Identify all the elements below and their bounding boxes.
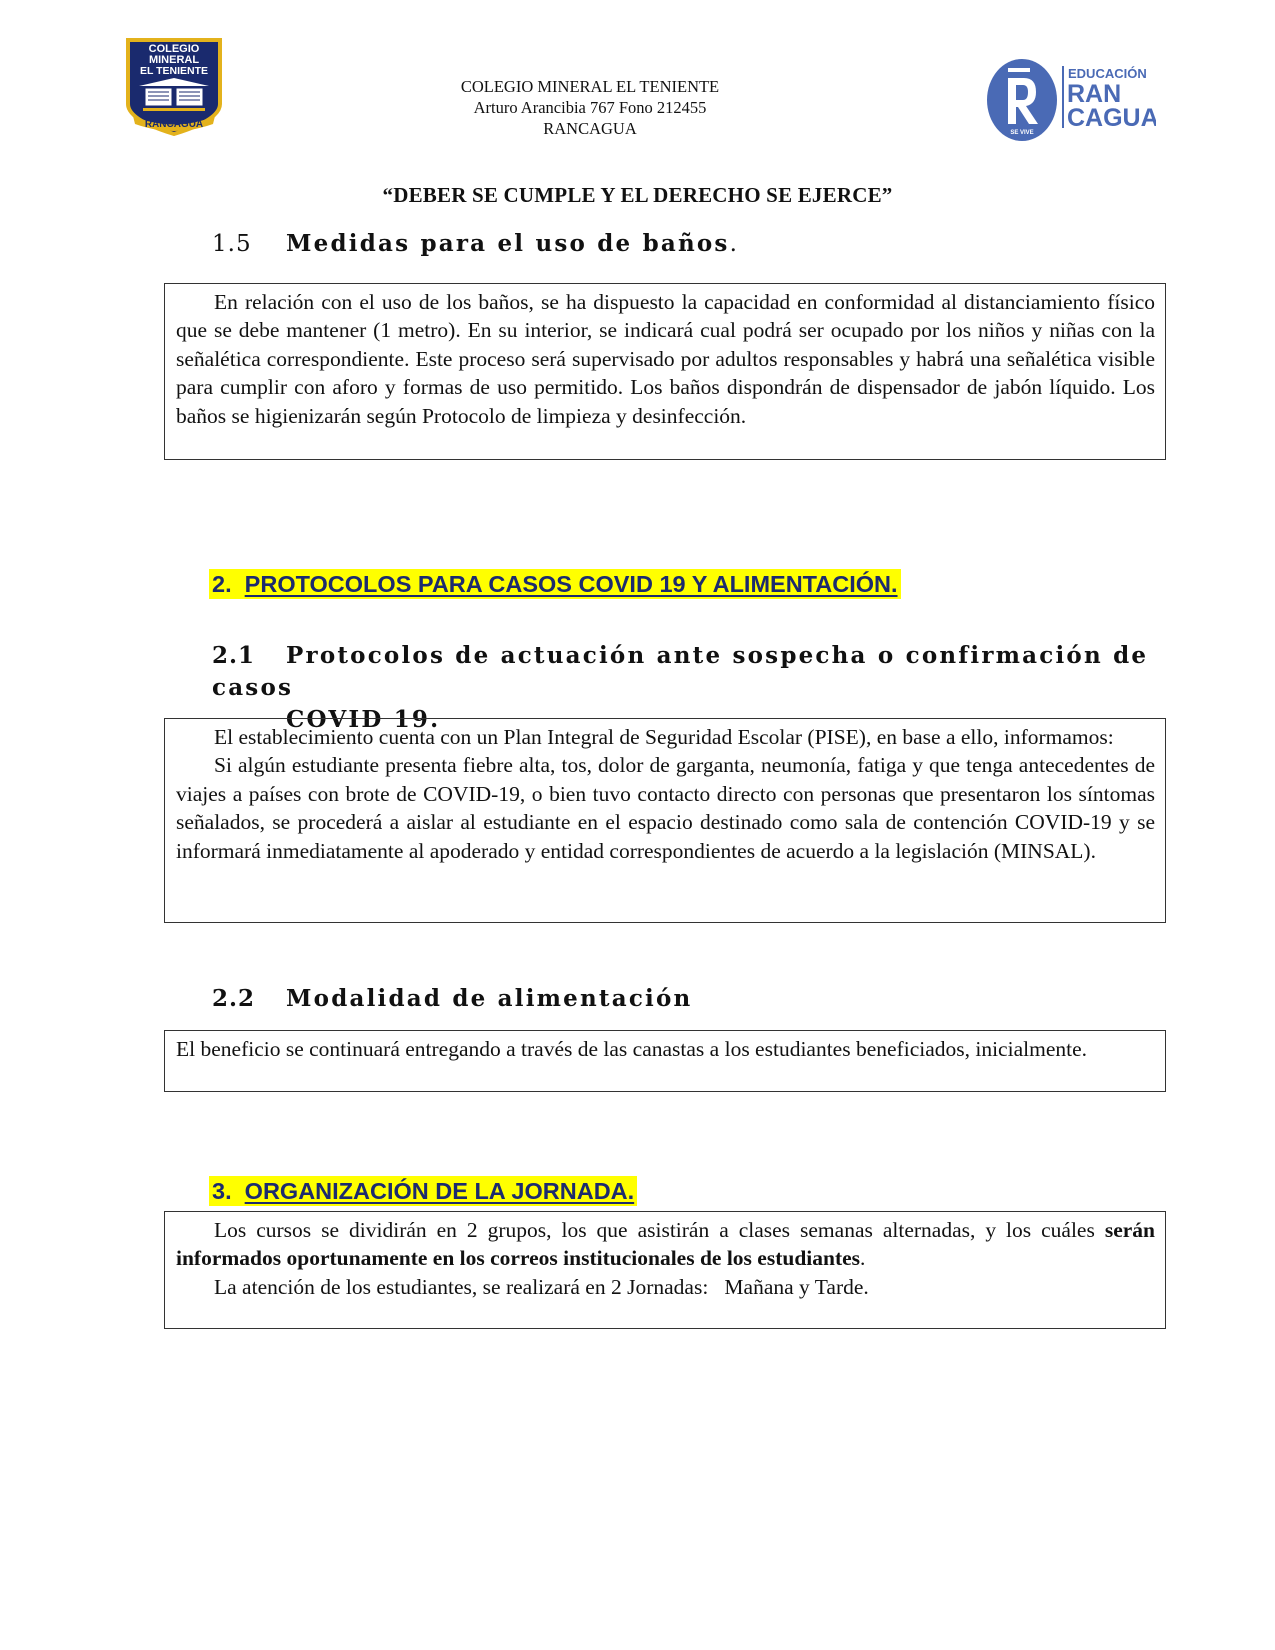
section-title-line2: COVID 19. bbox=[286, 706, 441, 733]
section-number: 3. bbox=[212, 1178, 232, 1204]
section-title: ORGANIZACIÓN DE LA JORNADA. bbox=[244, 1178, 635, 1204]
logo-cagua-text: CAGUA bbox=[1067, 104, 1156, 132]
section-1-5-heading bbox=[212, 228, 739, 260]
logo-tagline: SE VIVE bbox=[1010, 130, 1034, 136]
section-number: 1.5 bbox=[212, 231, 252, 257]
section-title-line1: Protocolos de actuación ante sospecha o confirmación de casos bbox=[212, 642, 1149, 701]
section-1-5-text: En relación con el uso de los baños, se ha dispuesto la capacidad en conformidad al distanciamiento físico que se debe mantener (1 metro). En su interior, se indicará cual podrá ser ocupado por los niños y niñas con la señalética correspondiente. Este proceso será supervisado por adultos responsables y habrá una señalética visible para cumplir con aforo y formas de uso permitido. Los baños dispondrán de dispensador de jabón líquido. Los baños se higienizarán según Protocolo de limpieza y desinfección. bbox=[176, 290, 1155, 428]
logo-ran-text: RAN bbox=[1067, 80, 1122, 108]
logo-text-3: EL TENIENTE bbox=[139, 65, 209, 77]
section-3-para1-end: . bbox=[860, 1246, 866, 1271]
section-2-2-text: El beneficio se continuará entregando a través de las canastas a los estudiantes beneficiados, inicialmente. bbox=[176, 1037, 1087, 1061]
section-2-heading bbox=[209, 571, 901, 598]
section-1-5-box bbox=[164, 283, 1166, 460]
section-2-highlight bbox=[209, 569, 901, 599]
section-2-1-box bbox=[164, 718, 1166, 923]
school-logo bbox=[125, 38, 223, 136]
motto: “DEBER SE CUMPLE Y EL DERECHO SE EJERCE” bbox=[382, 183, 893, 207]
section-2-2-box bbox=[164, 1030, 1166, 1092]
section-3-highlight bbox=[209, 1176, 637, 1206]
section-2-2-heading bbox=[212, 983, 692, 1015]
section-3-para1-bold: serán informados oportunamente en los correos institucionales de los estudiantes bbox=[176, 1218, 1155, 1271]
school-address: Arturo Arancibia 767 Fono 212455 bbox=[473, 98, 707, 117]
letterhead bbox=[400, 76, 780, 139]
section-3-para2: La atención de los estudiantes, se realizará en 2 Jornadas: Mañana y Tarde. bbox=[214, 1274, 869, 1299]
logo-text-1: COLEGIO bbox=[148, 43, 200, 55]
section-title: Modalidad de alimentación bbox=[286, 985, 693, 1012]
education-rancagua-logo bbox=[986, 58, 1156, 146]
section-3-para1-start: Los cursos se dividirán en 2 grupos, los que asistirán a clases semanas alternadas, y los cuáles bbox=[214, 1218, 1105, 1242]
section-3-para1 bbox=[176, 1216, 1155, 1273]
section-2-1-para1: El establecimiento cuenta con un Plan Integral de Seguridad Escolar (PISE), en base a ello, informamos: bbox=[214, 725, 1114, 749]
logo-edu-text: EDUCACIÓN bbox=[1068, 66, 1147, 81]
section-3-heading bbox=[209, 1178, 637, 1205]
section-2-1-para2: Si algún estudiante presenta fiebre alta, tos, dolor de garganta, neumonía, fatiga y que tenga antecedentes de viajes a países con brote de COVID-19, o bien tuvo contacto directo con personas que presentaron los síntomas señalados, se procederá a aislar al estudiante en el espacio destinado como sala de contención COVID-19 y se informará inmediatamente al apoderado y entidad correspondientes de acuerdo a la legislación (MINSAL). bbox=[176, 753, 1155, 863]
section-number: 2. bbox=[212, 571, 232, 597]
section-number: 2.1 bbox=[212, 642, 256, 669]
section-title-end: . bbox=[729, 231, 740, 257]
section-title: PROTOCOLOS PARA CASOS COVID 19 Y ALIMENTACIÓN. bbox=[244, 571, 898, 597]
logo-text-4: RANCAGUA bbox=[144, 119, 204, 130]
section-3-box bbox=[164, 1211, 1166, 1329]
school-city: RANCAGUA bbox=[543, 119, 637, 138]
logo-text-2: MINERAL bbox=[148, 54, 200, 66]
section-number: 2.2 bbox=[212, 985, 256, 1012]
section-title: Medidas para el uso de baños bbox=[286, 230, 730, 257]
school-name: COLEGIO MINERAL EL TENIENTE bbox=[460, 77, 720, 96]
